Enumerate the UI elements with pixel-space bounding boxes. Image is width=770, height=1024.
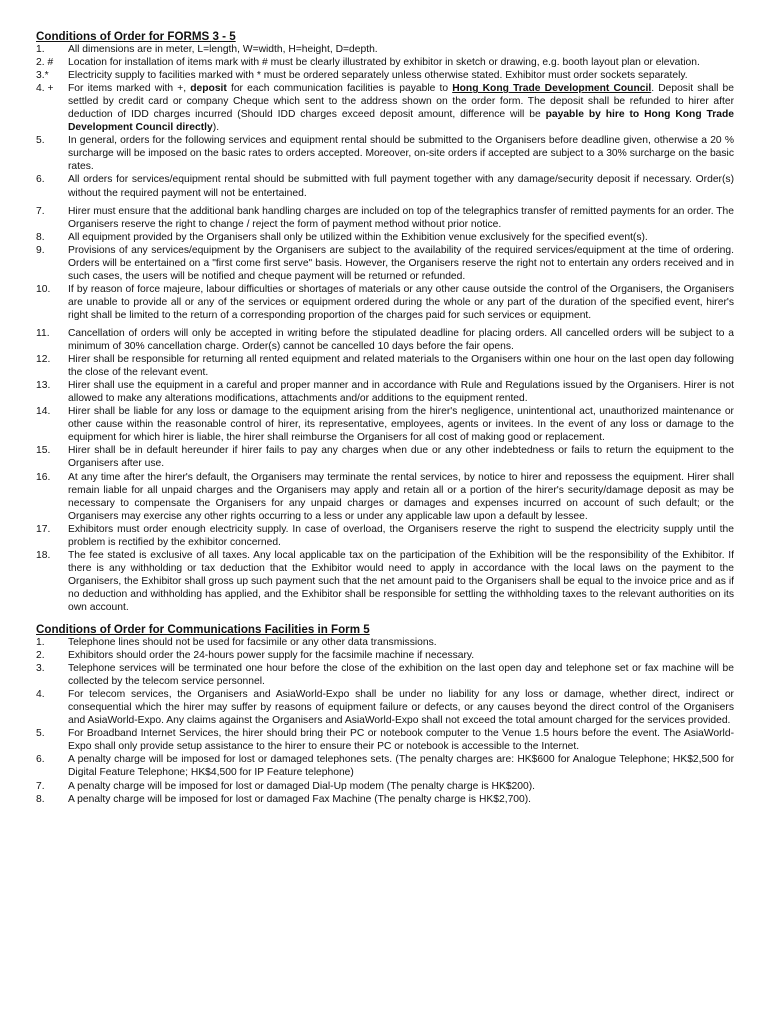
condition-item [36,688,734,727]
condition-item [36,231,734,244]
item-bold-text: payable by hire to Hong Kong Trade Development Council directly [68,109,734,134]
item-text: Hirer shall be responsible for returning all rented equipment and related materials to the Organisers within one hour on the last open day following the close of the relevant event. [68,354,734,379]
condition-item [36,379,734,405]
item-number: 6. [36,174,45,186]
item-number: 3. [36,663,45,675]
item-number: 11. [36,327,50,339]
item-text: Telephone services will be terminated one hour before the close of the exhibition on the last open day and telephone set or fax machine will be collected by the telecom service personnel. [68,663,734,688]
item-text: A penalty charge will be imposed for lost or damaged telephones sets. (The penalty charges are: HK$600 for Analogue Telephone; HK$2,500 for Digital Feature Telephone; HK$4,500 for IP Feature telephone) [68,754,734,779]
condition-item [36,327,734,353]
condition-item [36,353,734,379]
condition-item [36,753,734,779]
item-text: Telephone lines should not be used for facsimile or any other data transmissions. [68,637,437,649]
item-text-part: For items marked with +, [68,83,191,95]
condition-item [36,244,734,283]
condition-item [36,727,734,753]
item-text: Provisions of any services/equipment by the Organisers are subject to the availability of the required services/equipment at the time of ordering. Orders will be entertained on a "first come first serve" basis. However, the Organisers reserve the right not to entertain any orders received and in such cases, the users will be notified and cheque payment will be returned or refunded. [68,244,734,282]
condition-item [36,549,734,614]
item-text: All dimensions are in meter, L=length, W=width, H=height, D=depth. [68,44,378,55]
item-number: 12. [36,354,51,366]
conditions-list-communications [36,636,734,806]
condition-item [36,780,734,793]
item-number: 4. [36,689,45,701]
item-text: Hirer shall use the equipment in a careful and proper manner and in accordance with Rule and Regulations issued by the Organisers. Hirer is not allowed to make any alterations modifications, attachments and/or additions to the equipment rented. [68,380,734,405]
item-text: All orders for services/equipment rental should be submitted with full payment together with any damage/security deposit if necessary. Order(s) without the required payment will not be entertained. [68,174,734,199]
section-title-forms: Conditions of Order for FORMS 3 - 5 [36,30,236,43]
item-text: All equipment provided by the Organisers shall only be utilized within the Exhibition venue exclusively for the specified event(s). [68,231,648,243]
item-number: 9. [36,244,45,256]
conditions-list-forms [36,43,734,614]
item-text: Exhibitors must order enough electricity supply. In case of overload, the Organisers reserve the right to suspend the electricity supply until the problem is rectified by the exhibitor concerned. [68,523,734,548]
condition-item [36,649,734,662]
item-number: 1. [36,44,45,55]
document-page [36,0,734,806]
item-number: 13. [36,380,51,392]
item-number: 5. [36,728,45,740]
item-number: 3.* [36,70,49,82]
condition-item [36,662,734,688]
item-number: 8. [36,793,45,805]
condition-item [36,43,734,56]
item-text-part: . Deposit shall be settled by credit card or company Cheque which sent to the address shown on the order form. The deposit shall be refunded to hirer after deduction of IDD charges incurred (Should IDD charges exceed deposit amount, difference will be [68,83,734,121]
condition-item [36,444,734,470]
condition-item [36,173,734,199]
item-text: The fee stated is exclusive of all taxes. Any local applicable tax on the participation of the Exhibition will be the responsibility of the Exhibitor. If there is any withholding or tax deduction that the Exhibitor would need to apply in accordance with the local laws on the payment to the Organisers, the Exhibitor shall gross up such payment such that the net amount paid to the Organisers shall be equal to the invoice price and as if no deduction and withholding has applied, and the Exhibitor shall be responsible for settling the withholding taxes to the relevant authorities on its own account. [68,549,734,613]
item-text: A penalty charge will be imposed for lost or damaged Dial-Up modem (The penalty charge is HK$200). [68,780,536,792]
item-text: Location for installation of items mark with # must be clearly illustrated by exhibitor in sketch or drawing, e.g. booth layout plan or elevation. [68,57,700,69]
item-number: 7. [36,780,45,792]
item-text: If by reason of force majeure, labour difficulties or shortages of materials or any other cause outside the control of the Organisers, the Organisers are unable to provide all or any of the services or equipment ordered during the whole or any part of the duration of the specified event, hirer's right shall be limited to the return of a corresponding proportion of the charges paid for such services or equipment. [68,283,734,321]
payee-name: Hong Kong Trade Development Council [452,83,652,95]
item-number: 7. [36,205,45,217]
condition-item [36,69,734,82]
condition-item [36,283,734,322]
condition-item [36,523,734,549]
item-text-part: for each communication facilities is payable to [226,83,453,95]
item-text: Electricity supply to facilities marked with * must be ordered separately unless otherwise stated. Exhibitor must order sockets separately. [68,70,688,82]
item-number: 17. [36,523,51,535]
item-number: 1. [36,637,45,649]
condition-item [36,82,734,134]
item-text: Exhibitors should order the 24-hours power supply for the facsimile machine if necessary. [68,650,475,662]
item-number: 6. [36,754,45,766]
item-bold-text: deposit [190,83,227,95]
condition-item [36,56,734,69]
item-text: Hirer must ensure that the additional bank handling charges are included on top of the telegraphics transfer of remitted payments for an order. The Organisers reserve the right to change / reject the form of payment method without prior notice. [68,205,734,230]
condition-item [36,471,734,523]
item-text: For telecom services, the Organisers and AsiaWorld-Expo shall be under no liability for any loss or damage, whether direct, indirect or consequential which the hirer may suffer by reasons of equipment failure or defects, or any causes beyond the direct control of the Organisers and AsiaWorld-Expo. Any claims against the Organisers and AsiaWorld-Expo shall not exceed the total amount charged for the services provided. [68,689,734,727]
item-number: 15. [36,445,51,457]
condition-item [36,134,734,173]
condition-item [36,205,734,231]
condition-item [36,793,734,806]
item-number: 4. + [36,83,54,95]
item-text: A penalty charge will be imposed for lost or damaged Fax Machine (The penalty charge is HK$2,700). [68,793,532,805]
item-text: Hirer shall be liable for any loss or damage to the equipment arising from the hirer's negligence, unintentional act, unauthorized maintenance or other cause within the reasonable control of hirer, its representative, employees, agents or invitees. In the event of any loss or damage to the equipment for which hirer is liable, the hirer shall reimburse the Organisers for all cost of making good or replacement. [68,406,734,444]
item-number: 2. [36,650,45,662]
item-number: 18. [36,549,51,561]
item-number: 16. [36,471,51,483]
item-number: 5. [36,135,45,147]
section-title-communications: Conditions of Order for Communications Facilities in Form 5 [36,623,370,637]
item-text: Cancellation of orders will only be accepted in writing before the stipulated deadline for placing orders. All cancelled orders will be subject to a minimum of 30% cancellation charge. Order(s) cannot be cancelled 10 days before the fair opens. [68,327,734,353]
condition-item [36,405,734,444]
item-text: Hirer shall be in default hereunder if hirer fails to pay any charges when due or any other indebtedness or fails to return the equipment to the Organisers after use. [68,445,734,470]
item-number: 8. [36,231,45,243]
item-text: For Broadband Internet Services, the hirer should bring their PC or notebook computer to the Venue 1.5 hours before the event. The AsiaWorld-Expo shall only provide setup assistance to the hirer to ensure their PC or notebook is accessible to the Internet. [68,728,734,753]
item-number: 2. # [36,57,54,69]
item-text: At any time after the hirer's default, the Organisers may terminate the rental services, by notice to hirer and repossess the equipment. Hirer shall remain liable for all unpaid charges and the Organisers may apply and retain all or a portion of the hirer's security/damage deposit as may be necessary to compensate the Organisers for any unpaid charges or damages and expenses incurred on account of such default; or the Organisers may exercise any other rights occurring to a less or under any applicable law upon a default by lessee. [68,471,734,522]
item-number: 10. [36,283,51,295]
item-number: 14. [36,406,51,418]
condition-item [36,636,734,649]
item-text: In general, orders for the following services and equipment rental should be submitted to the Organisers before deadline given, otherwise a 20 % surcharge will be imposed on the basic rates to orders accepted. Moreover, on-site orders if accepted are subject to a 30% surcharge on the basic rates. [68,135,734,173]
item-text-part: ). [212,122,220,134]
